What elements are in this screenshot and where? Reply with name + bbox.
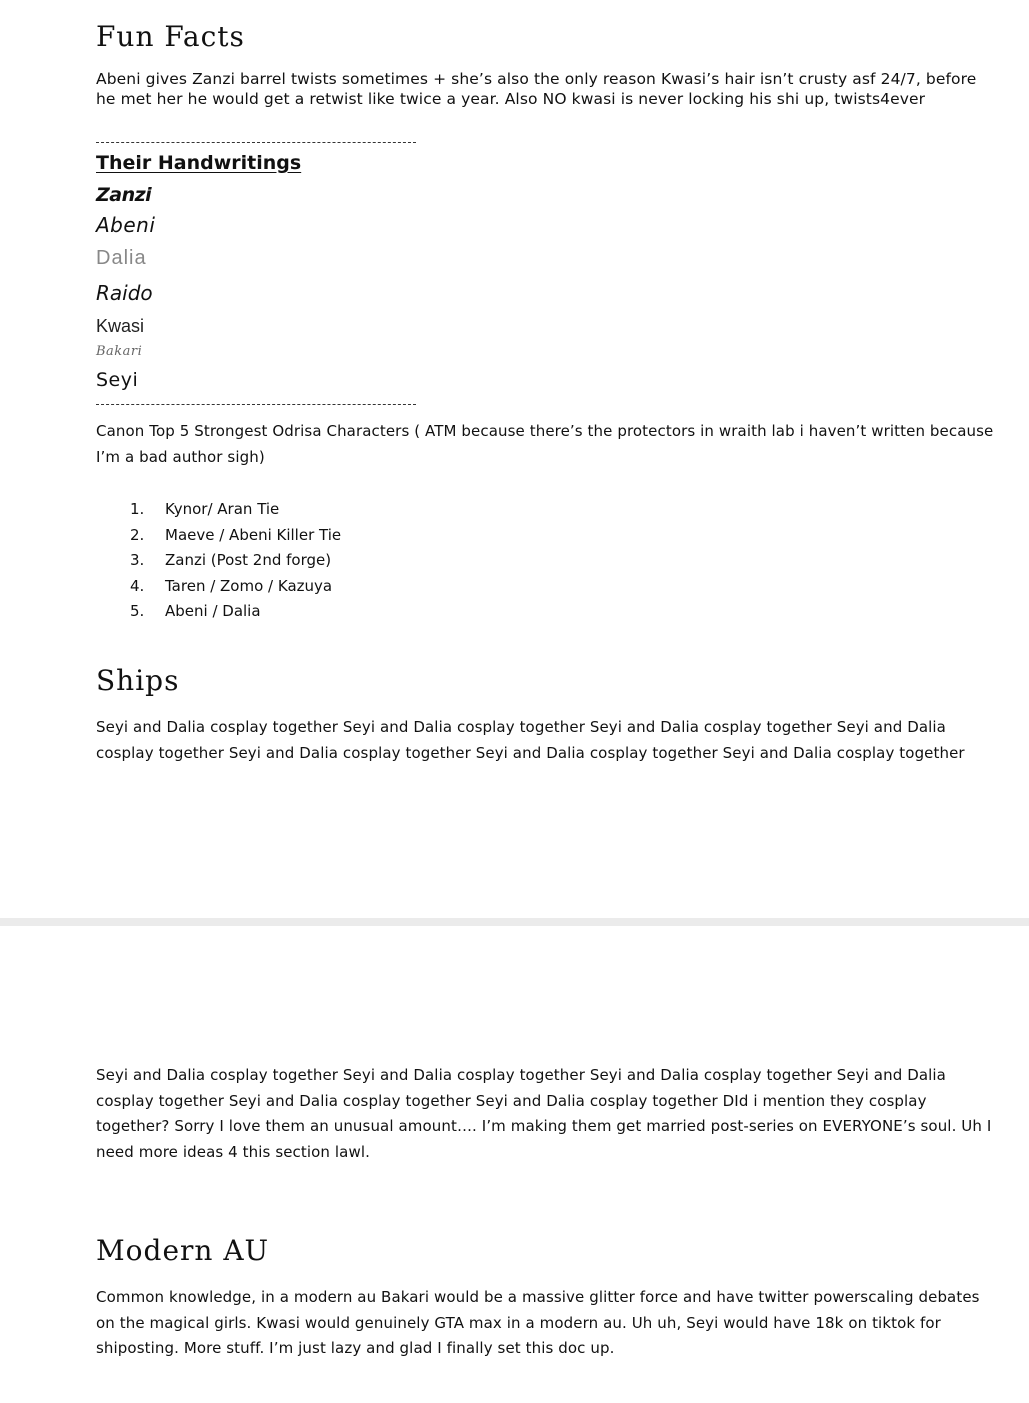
section-divider	[96, 142, 416, 143]
list-number: 2.	[130, 525, 145, 544]
section-divider	[96, 404, 416, 405]
list-number: 5.	[130, 602, 145, 621]
list-item	[130, 497, 341, 523]
fun-facts-heading: Fun Facts	[96, 20, 245, 53]
document-page-2	[0, 926, 1029, 1403]
handwriting-seyi: Seyi	[96, 369, 139, 391]
handwriting-raido: Raido	[96, 281, 153, 305]
fun-facts-paragraph: Abeni gives Zanzi barrel twists sometimes + she’s also the only reason Kwasi’s hair isn’t crusty asf 24/7, before he met her he would get a retwist like twice a year. Also NO kwasi is never locking his shi up, twists4ever	[96, 70, 977, 108]
handwritings-heading: Their Handwritings	[96, 152, 302, 174]
page-break	[0, 918, 1029, 926]
modern-au-heading: Modern AU	[96, 1234, 270, 1267]
strongest-list	[130, 497, 341, 625]
list-item	[130, 574, 341, 600]
list-number: 3.	[130, 551, 145, 570]
list-text: Taren / Zomo / Kazuya	[165, 576, 333, 595]
list-text: Kynor/ Aran Tie	[165, 500, 280, 518]
modern-au-paragraph: Common knowledge, in a modern au Bakari would be a massive glitter force and have twitter powerscaling debates on the magical girls. Kwasi would genuinely GTA max in a modern au. Uh uh, Seyi would have 18k on tiktok for shiposting. More stuff. I’m just lazy and glad I finally set this doc up.	[96, 1288, 980, 1357]
ships-paragraph-page1: Seyi and Dalia cosplay together Seyi and Dalia cosplay together Seyi and Dalia cosplay together Seyi and Dalia cosplay together Seyi and Dalia cosplay together Seyi and Dalia cosplay together Seyi and Dalia cosplay together	[96, 718, 965, 762]
ships-paragraph-page2: Seyi and Dalia cosplay together Seyi and Dalia cosplay together Seyi and Dalia cosplay together Seyi and Dalia cosplay together Seyi and Dalia cosplay together Seyi and Dalia cosplay together DId i mention they cosplay together? Sorry I love them an unusual amount…. I’m making them get married post-series on EVERYONE’s soul. Uh I need more ideas 4 this section lawl.	[96, 1066, 992, 1161]
list-item	[130, 523, 341, 549]
handwriting-zanzi: Zanzi	[96, 184, 152, 206]
list-text: Abeni / Dalia	[165, 602, 261, 621]
handwriting-dalia: Dalia	[96, 247, 147, 269]
handwriting-abeni: Abeni	[96, 213, 156, 237]
handwriting-bakari: Bakari	[96, 344, 143, 359]
list-item	[130, 599, 341, 625]
ships-heading: Ships	[96, 664, 180, 697]
list-number: 1.	[130, 500, 145, 518]
handwriting-kwasi: Kwasi	[96, 316, 145, 336]
list-text: Zanzi (Post 2nd forge)	[165, 551, 332, 570]
list-number: 4.	[130, 576, 145, 595]
list-text: Maeve / Abeni Killer Tie	[165, 525, 342, 544]
strongest-intro: Canon Top 5 Strongest Odrisa Characters ( ATM because there’s the protectors in wraith lab i haven’t written because I’m a bad author sigh)	[96, 422, 994, 466]
list-item	[130, 548, 341, 574]
